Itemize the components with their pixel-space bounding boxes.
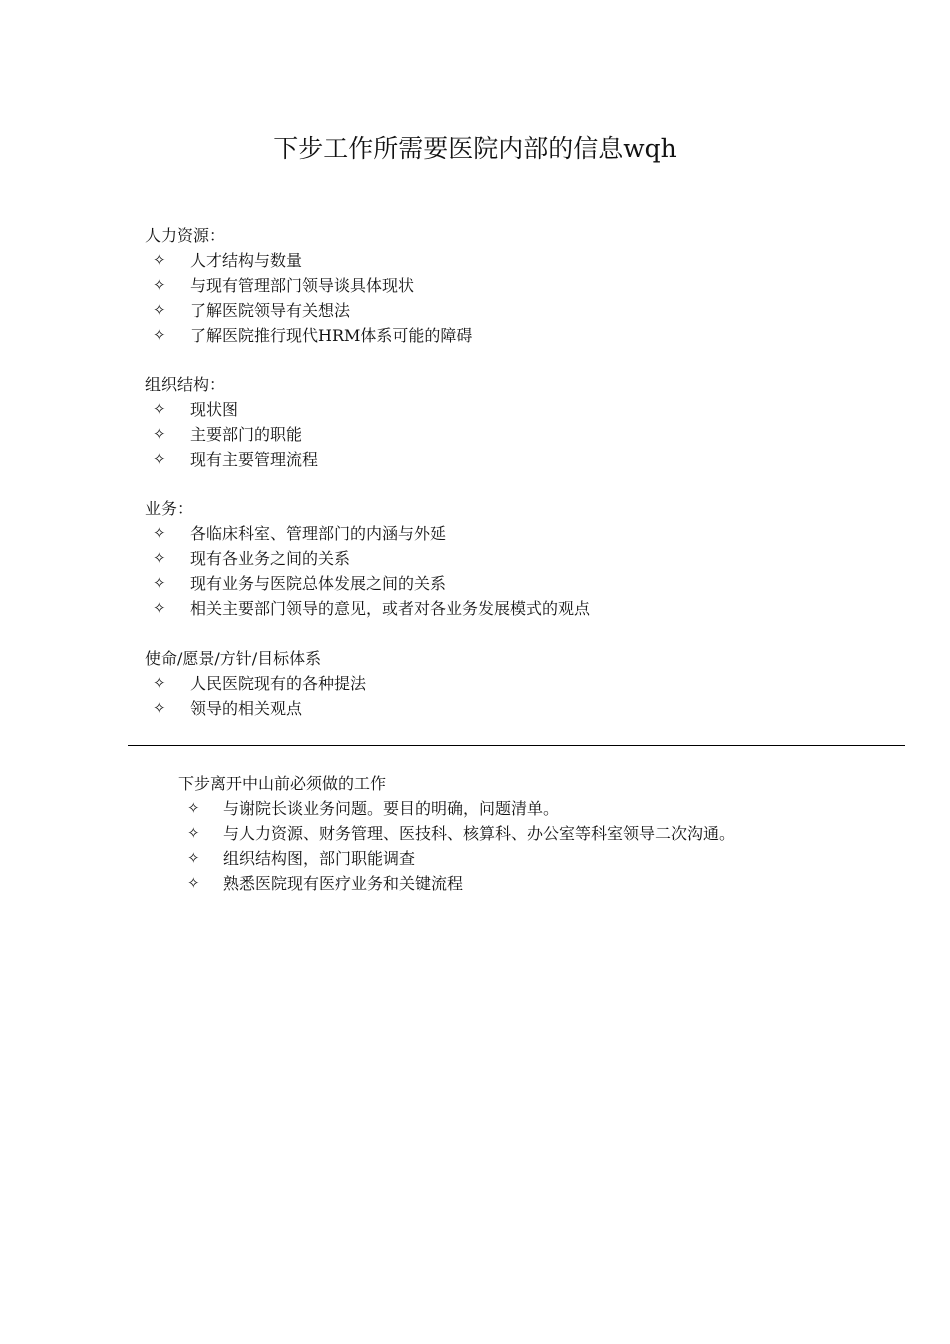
list-item-text: 相关主要部门领导的意见，或者对各业务发展模式的观点	[190, 599, 591, 618]
list-item	[145, 571, 905, 596]
list-item	[145, 298, 905, 323]
list-item	[178, 821, 918, 846]
item-list	[145, 397, 905, 472]
diamond-star-bullet-icon: ✧	[153, 574, 166, 592]
diamond-star-bullet-icon: ✧	[153, 326, 166, 344]
diamond-star-bullet-icon: ✧	[153, 699, 166, 717]
list-item	[178, 846, 918, 871]
diamond-star-bullet-icon: ✧	[153, 524, 166, 542]
item-list	[178, 796, 918, 896]
section-heading: 人力资源：	[145, 226, 226, 245]
section-mission-vision	[145, 646, 905, 721]
list-item-text: 主要部门的职能	[190, 425, 303, 444]
list-item	[178, 796, 918, 821]
list-item-text: 与谢院长谈业务问题。要目的明确，问题清单。	[223, 799, 560, 818]
list-item-text: 现有各业务之间的关系	[190, 549, 351, 568]
list-item-text: 了解医院推行现代HRM体系可能的障碍	[190, 326, 473, 345]
list-item	[145, 596, 905, 621]
section-heading: 使命/愿景/方针/目标体系	[145, 649, 322, 668]
diamond-star-bullet-icon: ✧	[153, 251, 166, 269]
section-heading: 组织结构：	[145, 375, 226, 394]
section-heading: 下步离开中山前必须做的工作	[178, 774, 387, 793]
list-item	[145, 521, 905, 546]
section-human-resources	[145, 223, 905, 348]
section-business	[145, 496, 905, 621]
list-item-text: 熟悉医院现有医疗业务和关键流程	[223, 874, 464, 893]
diamond-star-bullet-icon: ✧	[153, 301, 166, 319]
list-item-text: 人才结构与数量	[190, 251, 303, 270]
item-list	[145, 248, 905, 348]
diamond-star-bullet-icon: ✧	[187, 874, 200, 892]
list-item	[145, 323, 905, 348]
list-item-text: 领导的相关观点	[190, 699, 303, 718]
diamond-star-bullet-icon: ✧	[153, 599, 166, 617]
diamond-star-bullet-icon: ✧	[153, 549, 166, 567]
list-item	[145, 447, 905, 472]
diamond-star-bullet-icon: ✧	[153, 450, 166, 468]
section-org-structure	[145, 372, 905, 472]
item-list	[145, 521, 905, 621]
list-item	[145, 397, 905, 422]
list-item	[145, 248, 905, 273]
list-item	[145, 422, 905, 447]
list-item-text: 与现有管理部门领导谈具体现状	[190, 276, 415, 295]
list-item	[145, 671, 905, 696]
list-item	[145, 696, 905, 721]
list-item-text: 各临床科室、管理部门的内涵与外延	[190, 524, 447, 543]
diamond-star-bullet-icon: ✧	[153, 674, 166, 692]
diamond-star-bullet-icon: ✧	[187, 824, 200, 842]
section-heading: 业务：	[145, 499, 194, 518]
list-item	[145, 273, 905, 298]
item-list	[145, 671, 905, 721]
list-item-text: 了解医院领导有关想法	[190, 301, 351, 320]
list-item	[178, 871, 918, 896]
list-item-text: 现状图	[190, 400, 239, 419]
list-item-text: 与人力资源、财务管理、医技科、核算科、办公室等科室领导二次沟通。	[223, 824, 736, 843]
diamond-star-bullet-icon: ✧	[187, 849, 200, 867]
list-item-text: 现有业务与医院总体发展之间的关系	[190, 574, 447, 593]
diamond-star-bullet-icon: ✧	[187, 799, 200, 817]
horizontal-divider	[128, 745, 905, 746]
list-item-text: 人民医院现有的各种提法	[190, 674, 367, 693]
list-item	[145, 546, 905, 571]
diamond-star-bullet-icon: ✧	[153, 276, 166, 294]
list-item-text: 现有主要管理流程	[190, 450, 319, 469]
list-item-text: 组织结构图，部门职能调查	[223, 849, 416, 868]
diamond-star-bullet-icon: ✧	[153, 425, 166, 443]
section-todo-before-leaving	[178, 771, 918, 896]
diamond-star-bullet-icon: ✧	[153, 400, 166, 418]
document-title: 下步工作所需要医院内部的信息wqh	[273, 134, 677, 163]
